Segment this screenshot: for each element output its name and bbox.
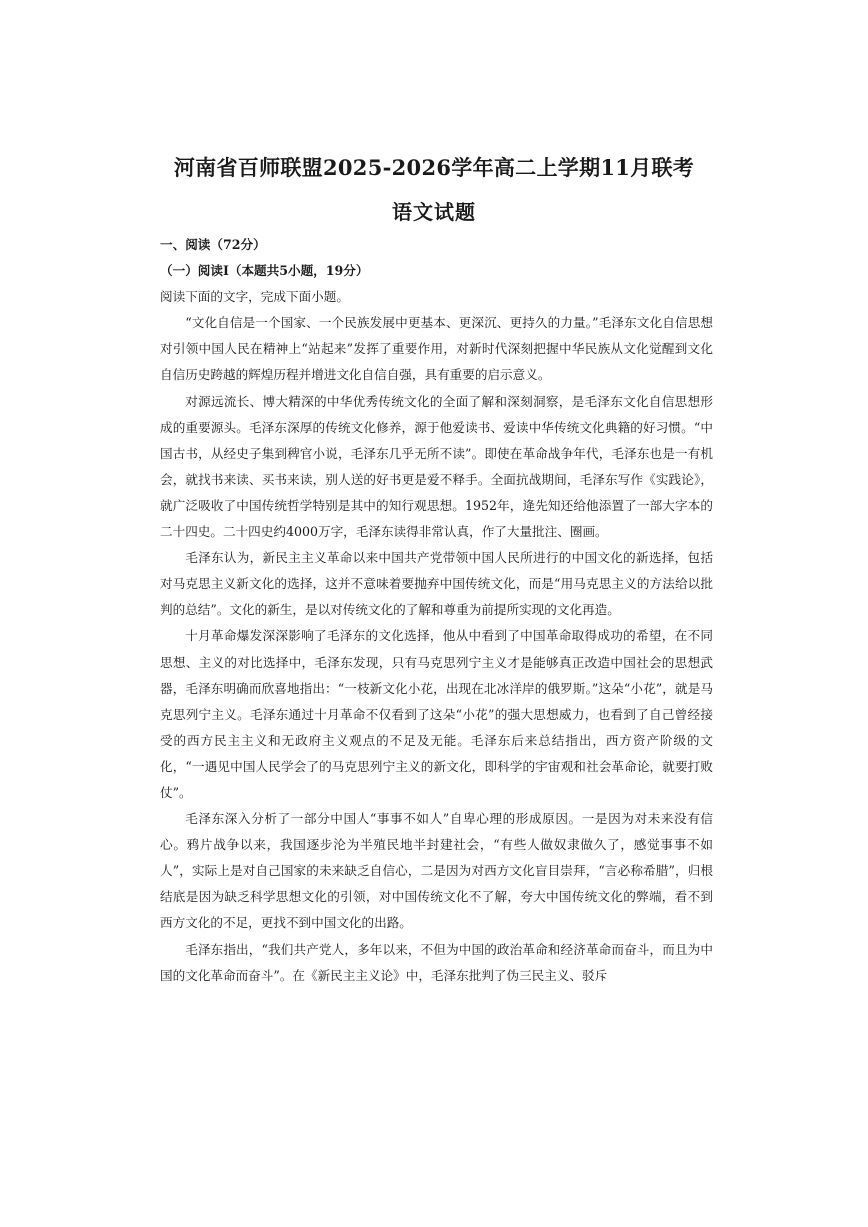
paragraph-4: 十月革命爆发深深影响了毛泽东的文化选择，他从中看到了中国革命取得成功的希望，在不同思想、主义的对比选择中，毛泽东发现，只有马克思列宁主义才是能够真正改造中国社会的思想武器，毛泽东明确而欣喜地指出：“一枝新文化小花，出现在北冰洋岸的俄罗斯。”这朵“小花”，就是马克思列宁主义。毛泽东通过十月革命不仅看到了这朵“小花”的强大思想威力，也看到了自己曾经接受的西方民主主义和无政府主义观点的不足及无能。毛泽东后来总结指出，西方资产阶级的文化，“一遇见中国人民学会了的马克思列宁主义的新文化，即科学的宇宙观和社会革命论，就要打败仗”。	[160, 628, 713, 800]
paragraph-1: “文化自信是一个国家、一个民族发展中更基本、更深沉、更持久的力量。”毛泽东文化自信思想对引领中国人民在精神上“站起来”发挥了重要作用，对新时代深刻把握中华民族从文化觉醒到文化自信历史跨越的辉煌历程并增进文化自信自强，具有重要的启示意义。	[160, 315, 713, 383]
paragraph-6: 毛泽东指出，“我们共产党人，多年以来，不但为中国的政治革命和经济革命而奋斗，而且为中国的文化革命而奋斗”。在《新民主主义论》中，毛泽东批判了伪三民主义、驳斥	[160, 941, 713, 983]
section-heading: 一、阅读（72分）	[160, 237, 266, 252]
subsection-heading: （一）阅读I（本题共5小题，19分）	[160, 263, 369, 279]
paragraph-5: 毛泽东深入分析了一部分中国人“事事不如人”自卑心理的形成原因。一是因为对未来没有信心。鸦片战争以来，我国逐步沦为半殖民地半封建社会，“有些人做奴隶做久了，感觉事事不如人”，实际上是对自己国家的未来缺乏自信心，二是因为对西方文化盲目崇拜，“言必称希腊”，归根结底是因为缺乏科学思想文化的引领，对中国传统文化不了解，夸大中国传统文化的弊端，看不到西方文化的不足，更找不到中国文化的出路。	[160, 811, 713, 931]
document-subtitle: 语文试题	[392, 200, 476, 224]
instruction-text: 阅读下面的文字，完成下面小题。	[160, 289, 349, 305]
document-body	[160, 232, 713, 989]
paragraph-3: 毛泽东认为，新民主主义革命以来中国共产党带领中国人民所进行的中国文化的新选择，包括对马克思主义新文化的选择，这并不意味着要抛弃中国传统文化，而是“用马克思主义的方法给以批判的总结”。文化的新生，是以对传统文化的了解和尊重为前提所实现的文化再造。	[160, 550, 713, 618]
paragraph-2: 对源远流长、博大精深的中华优秀传统文化的全面了解和深刻洞察，是毛泽东文化自信思想形成的重要源头。毛泽东深厚的传统文化修养，源于他爱读书、爱读中华传统文化典籍的好习惯。“中国古书，从经史子集到稗官小说，毛泽东几乎无所不读”。即使在革命战争年代，毛泽东也是一有机会，就找书来读、买书来读，别人送的好书更是爱不释手。全面抗战期间，毛泽东写作《实践论》，就广泛吸收了中国传统哲学特别是其中的知行观思想。1952年，逄先知还给他添置了一部大字本的二十四史。二十四史约4000万字，毛泽东读得非常认真，作了大量批注、圈画。	[160, 393, 713, 540]
document-title: 河南省百师联盟2025-2026学年高二上学期11月联考	[173, 155, 695, 180]
